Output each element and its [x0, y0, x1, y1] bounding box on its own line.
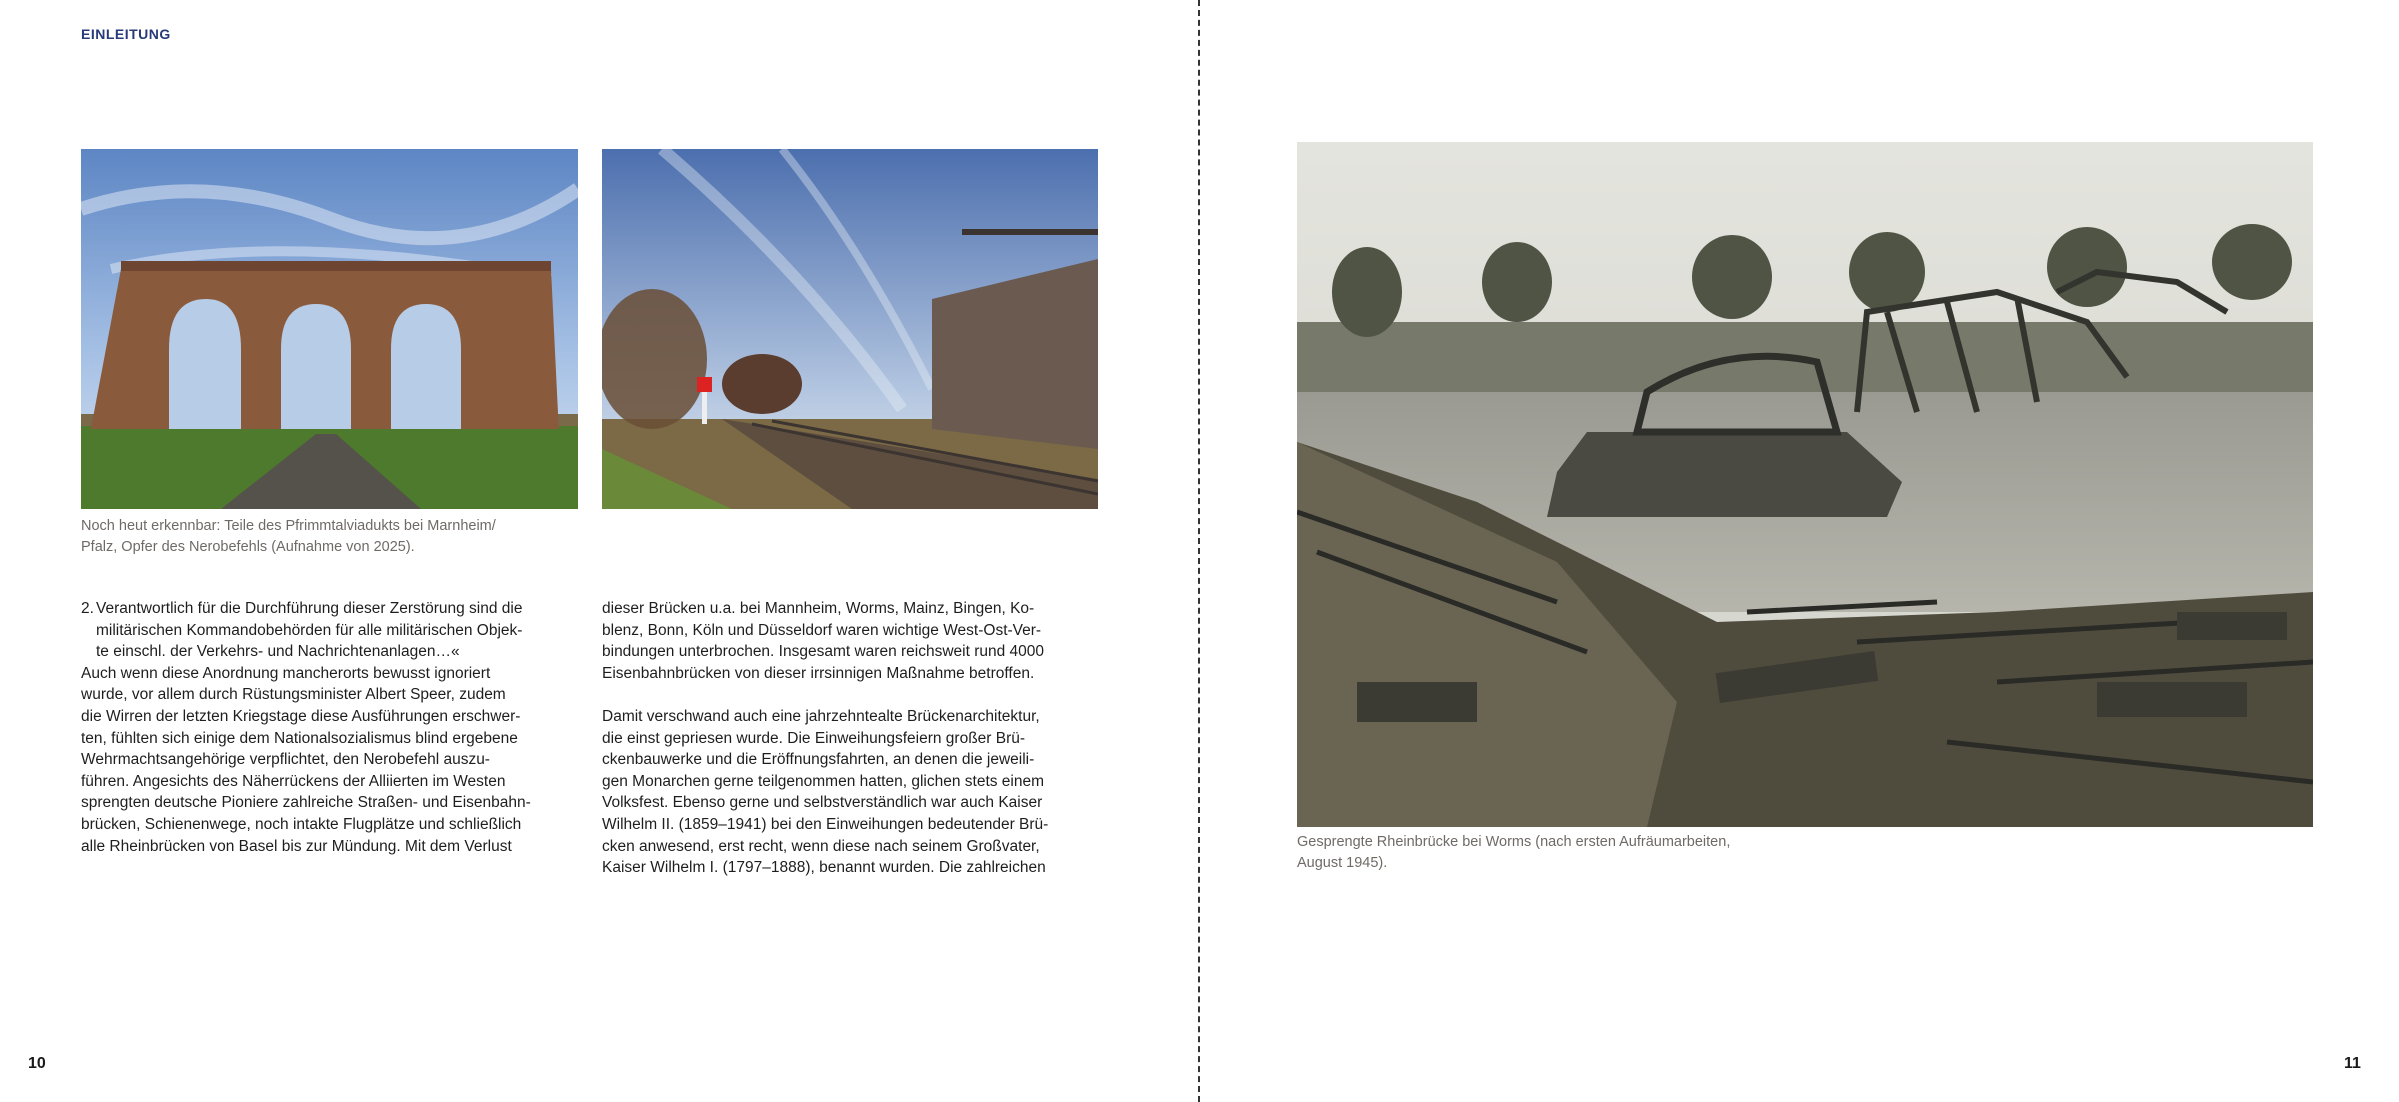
destroyed-bridge-photo: [1297, 142, 2313, 827]
body-paragraph: Auch wenn diese Anordnung mancherorts bewusst ignoriert wurde, vor allem durch Rüstungsminister Albert Speer, zudem die Wirren der letzten Kriegstage diese Ausführungen erschwer- ten, fühlten sich einige dem Nationalsozialismus blind ergebene Wehrmachtsangehörige verpflichtet, den Nerobefehl auszu- führen. Angesichts des Näherrückens der Alliierten im Westen sprengten deutsche Pioniere zahlreiche Straßen- und Eisenbahn- brücken, Schienenwege, noch intakte Flugplätze und schließlich alle Rheinbrücken von Basel bis zur Mündung. Mit dem Verlust: [81, 664, 531, 855]
page-number-right: 11: [2344, 1055, 2361, 1072]
bridge-caption: Gesprengte Rheinbrücke bei Worms (nach ersten Aufräumarbeiten, August 1945).: [1297, 834, 1731, 871]
viaduct-photo: [81, 149, 578, 509]
section-header: EINLEITUNG: [81, 26, 171, 42]
viaduct-caption: Noch heut erkennbar: Teile des Pfrimmtalviadukts bei Marnheim/ Pfalz, Opfer des Nerobefehls (Aufnahme von 2025).: [81, 518, 496, 555]
body-paragraph: Damit verschwand auch eine jahrzehntealte Brückenarchitektur, die einst gepriesen wurde. Die Einweihungsfeiern großer Brü- ckenbauwerke und die Eröffnungsfahrten, an denen die jeweili- gen Monarchen gerne teilgenommen hatten, glichen stets einem Volksfest. Ebenso gerne und selbstverständlich war auch Kaiser Wilhelm II. (1859–1941) bei den Einweihungen bedeutender Brü- cken anwesend, erst recht, wenn diese nach seinem Großvater, Kaiser Wilhelm I. (1797–1888), benannt wurden. Die zahlreichen: [602, 707, 1049, 877]
list-number: 2.: [81, 600, 94, 617]
text-column-right: [602, 598, 1098, 879]
body-paragraph: dieser Brücken u.a. bei Mannheim, Worms, Mainz, Bingen, Ko- blenz, Bonn, Köln und Düsseldorf waren wichtige West-Ost-Ver- bindungen unterbrochen. Insgesamt waren reichsweit rund 4000 Eisenbahnbrücken von dieser irrsinnigen Maßnahme betroffen.: [602, 600, 1045, 682]
railway-photo: [602, 149, 1098, 509]
text-column-left: [81, 598, 581, 857]
numbered-list-item: [81, 598, 581, 663]
page-fold-divider: [1198, 0, 1200, 1102]
page-number-left: 10: [28, 1055, 46, 1072]
list-text: Verantwortlich für die Durchführung dieser Zerstörung sind die militärischen Kommandobehörden für alle militärischen Objek- te einschl. der Verkehrs- und Nachrichtenanlagen…«: [96, 600, 523, 661]
